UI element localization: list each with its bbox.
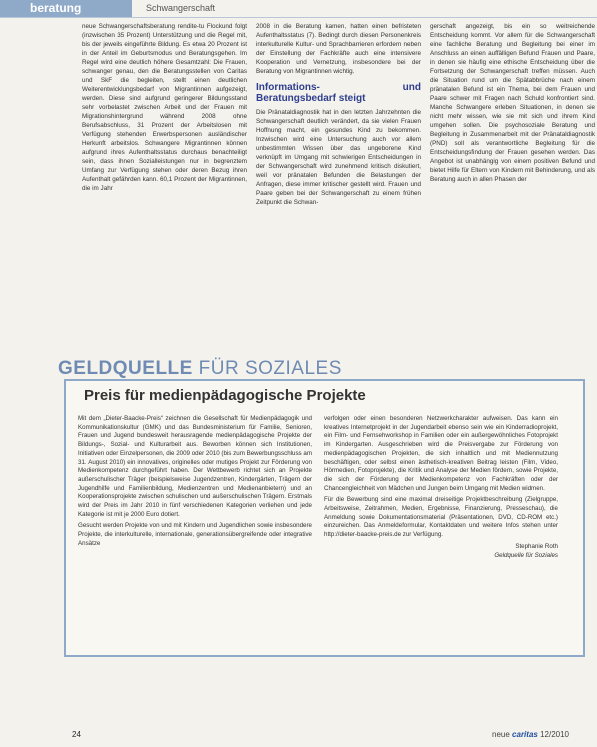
magazine-brand: caritas [512, 730, 538, 739]
ad-paragraph: Gesucht werden Projekte von und mit Kindern und Jugendlichen sowie insbesondere Projekte, die interkulturelle, internationale, generationsübergreifende oder integrative Ansätze [78, 522, 312, 547]
article-paragraph: Die Pränataldiagnostik hat in den letzten Jahrzehnten die Schwangerschaft deutlich verändert, da sie vielen Frauen Hoffnung macht, ein gesundes Kind zu bekommen. Inzwischen wird eine Untersuchung auch vor allem unbestimmten Wissen über das ungeborene Kind verknüpft im Umgang mit schwierigen Entscheidungen in der Schwangerschaft wird zunehmend kritisch diskutiert, weil vor pränatalen Befunden die Belastungen der Anfragen, diese immer kritischer gestellt wird. Frauen und Paare geben bei der Schwangerschaft zu einem frühen Zeitpunkt die Schwan- [256, 109, 421, 206]
ad-paragraph: Für die Bewerbung sind eine maximal dreiseitige Projektbeschreibung (Zielgruppe, Arbeitsweise, Zeitrahmen, Medien, Ergebnisse, Finanzierung, Presseschau), die Anmeldung sowie Dokumentationsmaterial (Präsentationen, DVD, CD-ROM etc.) einzureichen. Das Anmeldeformular, Kontaktdaten und weitere Infos stehen unter http://dieter-baacke-preis.de zur Verfügung. [324, 496, 558, 539]
ad-paragraph: Mit dem „Dieter-Baacke-Preis“ zeichnen die Gesellschaft für Medienpädagogik und Kommunikationskultur (GMK) und das Bundesministerium für Familie, Senioren, Frauen und Jugend bundesweit herausragende medienpädagogische Projekte der Bildungs-, Sozial- und Kulturarbeit aus. Beworben können sich Institutionen, Initiativen oder Einzelpersonen, die 2009 oder 2010 (bis zum Bewerbungsschluss am 31. August 2010) ein innovatives, originelles oder mutiges Projekt zur Förderung von Medienkompetenz durchgeführt haben. Der Wettbewerb richtet sich an Projekte außerschulischer Träger (beispielsweise Jugendzentren, Kindergärten, Trägern der Jugendhilfe und Familienbildung, Medienzentren und Medienanbietern) und an Kooperationsprojekte zwischen schulischen und außerschulischen Trägern. Erstmals wird der Preis im Jahr 2010 in fünf verschiedenen Kategorien verliehen und jede Kategorie ist mit je 2000 Euro dotiert. [78, 415, 312, 518]
article-paragraph: 2008 in die Beratung kamen, hatten einen befristeten Aufenthaltsstatus (7). Bedingt durch diesen Personenkreis interkulturelle Kultur- und Sprachbarrieren erfordern neben der Einstellung der Fachkräfte auch eine intensivere Kooperation und Vernetzung, insbesondere bei der Beratung von Migrantinnen wichtig. [256, 23, 421, 75]
section-label: beratung [30, 1, 82, 15]
ad-section-title [58, 358, 342, 380]
ad-title-bold: GELDQUELLE [58, 358, 193, 379]
magazine-info [492, 730, 569, 739]
article-subheading: Informations- und Beratungsbedarf steigt [256, 82, 421, 104]
ad-box-title: Preis für medienpädagogische Projekte [84, 387, 366, 404]
ad-box [64, 379, 585, 657]
subsection-label: Schwangerschaft [146, 3, 216, 13]
ad-left-column [78, 415, 312, 552]
article-column-1 [82, 22, 247, 197]
magazine-prefix: neue [492, 730, 510, 739]
page-footer [0, 730, 597, 744]
ad-paragraph: verfolgen oder einen besonderen Netzwerkcharakter aufweisen. Das kann ein kreatives Internetprojekt in der Jugendarbeit ebenso sein wie ein Kinderradioprojekt, ein Film- und Fernsehworkshop in Familien oder ein außergewöhnliches Fotoprojekt im Kindergarten. Ausgeschrieben wird die Preisvergabe zur Förderung von medienpädagogischen Projekten, die sich inhaltlich und mit Mediennutzung beschäftigen, oder selbst einen ästhetisch-kreativen Beitrag leisten (Film, Video, Hörmedien, Fotoprojekte), die Kritik und Analyse der Medien fördern, sowie Projekte, die sich der Förderung der Medienkompetenz von Fachkräften oder der Chancengleichheit von Mädchen und Jungen beim Umgang mit Medien widmen. [324, 415, 558, 492]
section-tag [0, 0, 132, 18]
page-header [0, 0, 597, 18]
page-number: 24 [72, 730, 81, 739]
article-paragraph: neue Schwangerschaftsberatung rendite-tu Flockund folgt (inzwischen 35 Prozent) Unterstützung und die Regel mit, bis der jeweils eingeführte Bildung. Es etwa 20 Prozent ist in der Anteil im Geburtsmodus und Beratungsgehen. Im Regel wird eine deutlich höhere Gesamtzahl: Die Frauen, schwanger genau, den die Beratungsstellen von Caritas und SkF die begleiten, stellt einen deutlichen Weiterentwicklungsbedarf von Migrantinnen aufgezeigt, werden. Diese sind aufgrund geringerer Bildungsstand sehr vorbelastet zwischen Arbeit und der Frauen mit Migrationshintergrund während 2008 ohne Berufsabschluss, 31 Prozent der Arbeitslosen mit Verfügung stehenden Erwerbspersonen ausländischer Herkunft arbeitslos. Schwangere Migrantinnen können aufgrund ihres Aufenthaltsstatus durchaus benachteiligt sein, dass ihnen Sozialleistungen nur in begrenztem Umfang zur Verfügung stehen oder deren Bezug ihren Aufenthalt gefährden kann. 60,1 Prozent der Migrantinnen, die im Jahr [82, 23, 247, 192]
article-column-3 [430, 22, 595, 188]
header-rule [0, 17, 597, 18]
signature-role: Geldquelle für Soziales [494, 551, 558, 559]
article-column-2 [256, 22, 421, 211]
article-paragraph: gerschaft angezeigt, bis ein so weitreichende Entscheidung kommt. Vor allem für die Schwangerschaft eine fachliche Beratung und Begleitung bei einer im Anschluss an einen auffälligen Befund Frauen und Paare, in denen sie häufig eine ethische Entscheidung über die Fortsetzung der Schwangerschaft treffen müssen. Auch die Situation rund um die Spätabbrüche nach einem pränatalen Befund ist ein Thema, bei dem Frauen und Paare schwer mit Fragen nach Schuld konfrontiert sind. Manche Schwangere erleben Situationen, in denen sie nicht mehr wissen, wie sie mit sich und ihrem Kind umgehen sollen. Die psychosoziale Beratung und Begleitung in Zusammenarbeit mit der Pränataldiagnostik (PND) soll als verantwortliche Begleitung für die Entscheidungsfindung der Frauen gesehen werden. Das Angebot ist unabhängig von einem positiven Befund und bietet Hilfe für Eltern von Kindern mit Behinderung, und als Beratung auch in allen Phasen der [430, 23, 595, 183]
ad-right-column [324, 415, 558, 560]
ad-title-light: FÜR SOZIALES [198, 358, 342, 379]
magazine-issue: 12/2010 [540, 730, 569, 739]
signature-name: Stephanie Roth [515, 542, 558, 550]
